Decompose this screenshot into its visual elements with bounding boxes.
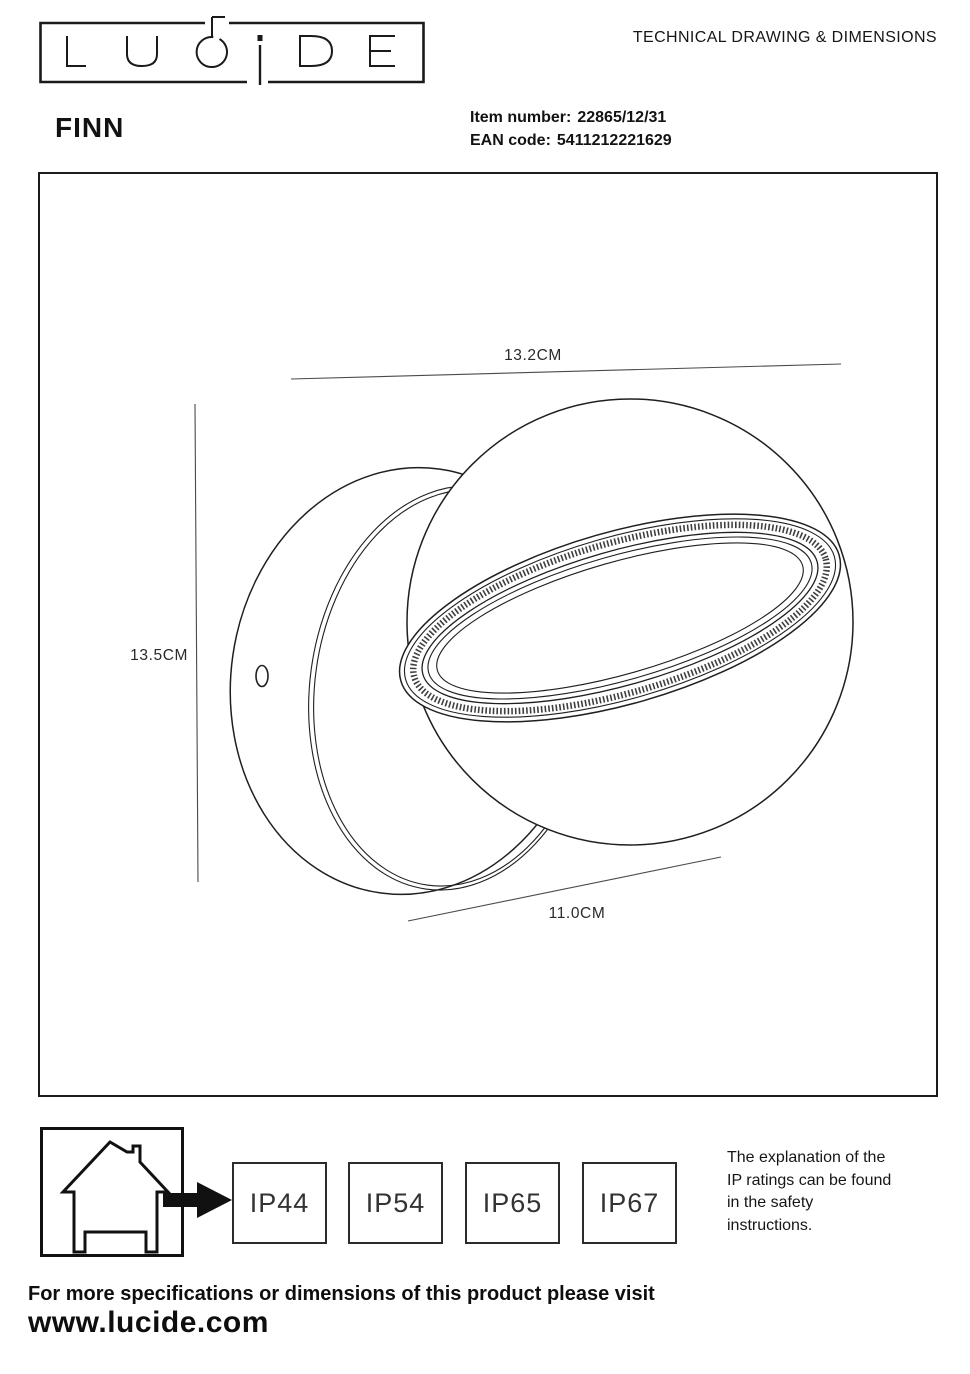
arrow-icon <box>163 1182 232 1218</box>
footer-text: For more specifications or dimensions of this product please visit <box>28 1283 655 1305</box>
width-dimension-label: 13.2CM <box>504 347 562 364</box>
house-icon <box>63 1142 168 1252</box>
ip-note-line-4: instructions. <box>727 1216 813 1234</box>
width-dimension-line <box>291 364 841 379</box>
lamp-technical-drawing <box>38 172 938 1097</box>
product-codes <box>470 106 672 152</box>
ip-rating-ip54: IP54 <box>348 1162 443 1244</box>
ip-ratings-note <box>727 1147 891 1237</box>
indoor-use-icon <box>40 1127 236 1259</box>
product-name: FINN <box>55 112 125 143</box>
ip-rating-ip44: IP44 <box>232 1162 327 1244</box>
ip-note-line-2: IP ratings can be found <box>727 1171 892 1189</box>
ip-note-line-1: The explanation of the <box>727 1149 886 1166</box>
ean-value: 5411212221629 <box>556 132 672 149</box>
item-number-row <box>470 106 672 129</box>
ip-note-line-3: in the safety <box>727 1194 814 1211</box>
height-dimension-line <box>195 404 198 882</box>
height-dimension-label: 13.5CM <box>130 647 188 664</box>
ean-row <box>470 129 672 152</box>
lucide-logo <box>39 14 425 90</box>
item-number-label: Item number: <box>470 109 572 126</box>
ean-label: EAN code: <box>470 132 551 149</box>
depth-dimension-label: 11.0CM <box>548 905 606 922</box>
item-number-value: 22865/12/31 <box>577 109 667 126</box>
ip-rating-ip67: IP67 <box>582 1162 677 1244</box>
lucide-logo-art <box>39 14 425 90</box>
mounting-keyhole <box>256 666 268 687</box>
ip-rating-ip65: IP65 <box>465 1162 560 1244</box>
website-link: www.lucide.com <box>28 1306 269 1339</box>
page-title: TECHNICAL DRAWING & DIMENSIONS <box>632 29 937 46</box>
